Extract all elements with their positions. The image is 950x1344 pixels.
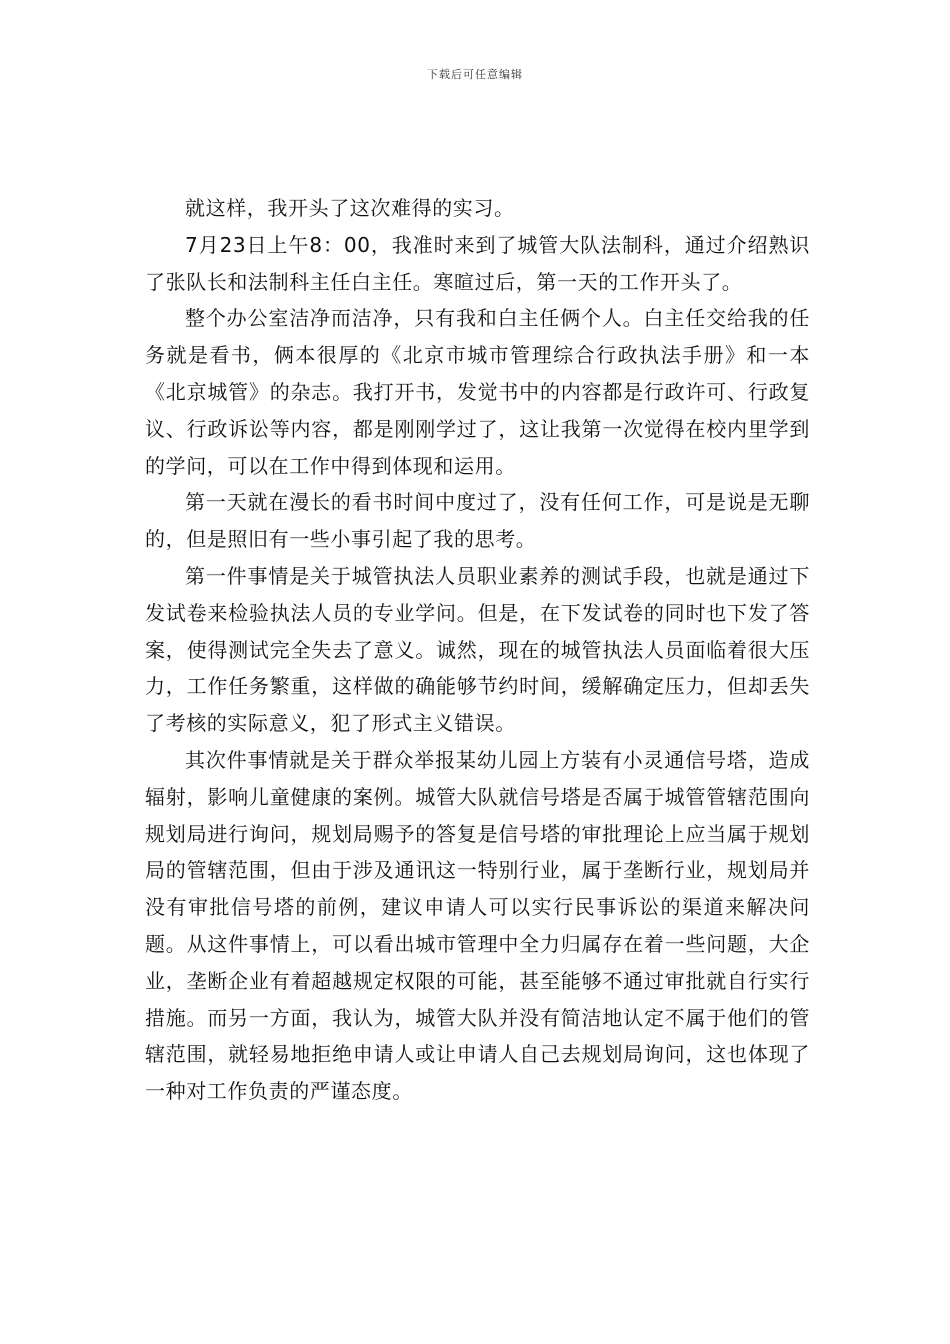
paragraph-5: 第一件事情是关于城管执法人员职业素养的测试手段，也就是通过下发试卷来检验执法人员的专业学问。但是，在下发试卷的同时也下发了答案，使得测试完全失去了意义。诚然，现在的城管执法人员面临着很大压力，工作任务繁重，这样做的确能够节约时间，缓解确定压力，但却丢失了考核的实际意义，犯了形式主义错误。 [145, 563, 810, 736]
document-body [145, 190, 810, 1110]
paragraph-6: 其次件事情就是关于群众举报某幼儿园上方装有小灵通信号塔，造成辐射，影响儿童健康的案例。城管大队就信号塔是否属于城管管辖范围向规划局进行询问，规划局赐予的答复是信号塔的审批理论上应当属于规划局的管辖范围，但由于涉及通讯这一特别行业，属于垄断行业，规划局并没有审批信号塔的前例，建议申请人可以实行民事诉讼的渠道来解决问题。从这件事情上，可以看出城市管理中全力归属存在着一些问题，大企业，垄断企业有着超越规定权限的可能，甚至能够不通过审批就自行实行措施。而另一方面，我认为，城管大队并没有简洁地认定不属于他们的管辖范围，就轻易地拒绝申请人或让申请人自己去规划局询问，这也体现了一种对工作负责的严谨态度。 [145, 747, 810, 1104]
paragraph-2: 7月23日上午8：00，我准时来到了城管大队法制科，通过介绍熟识了张队长和法制科主任白主任。寒暄过后，第一天的工作开头了。 [145, 232, 810, 294]
paragraph-1: 就这样，我开头了这次难得的实习。 [185, 196, 515, 220]
paragraph-4: 第一天就在漫长的看书时间中度过了，没有任何工作，可是说是无聊的，但是照旧有一些小事引起了我的思考。 [145, 490, 810, 552]
header-note: 下载后可任意编辑 [427, 68, 523, 81]
paragraph-3: 整个办公室洁净而洁净，只有我和白主任俩个人。白主任交给我的任务就是看书，俩本很厚的《北京市城市管理综合行政执法手册》和一本《北京城管》的杂志。我打开书，发觉书中的内容都是行政许可、行政复议、行政诉讼等内容，都是刚刚学过了，这让我第一次觉得在校内里学到的学问，可以在工作中得到体现和运用。 [145, 306, 810, 478]
